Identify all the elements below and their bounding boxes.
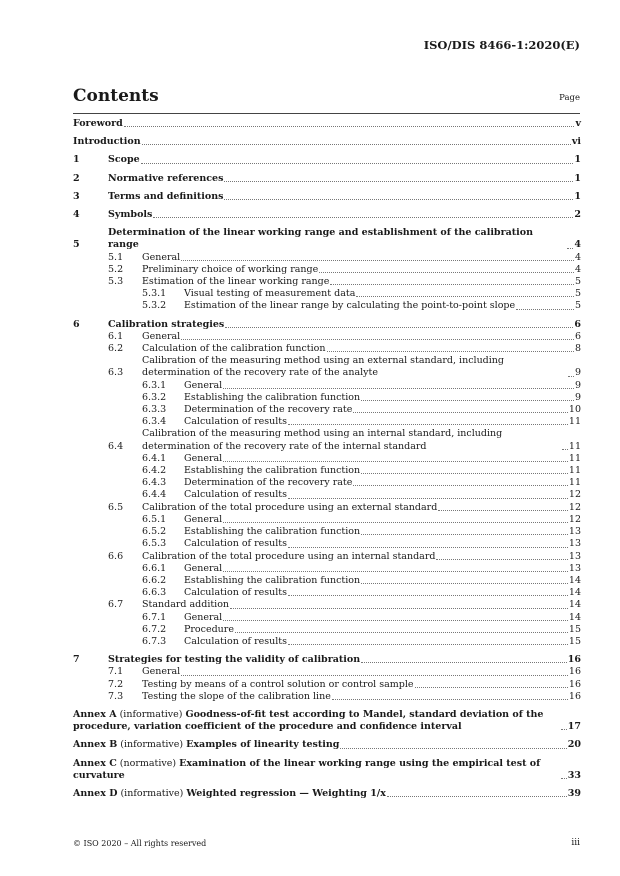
leader-dots	[361, 662, 567, 663]
toc-entry-page: 8	[574, 343, 581, 355]
leader-dots	[142, 144, 571, 145]
toc-entry-title: Terms and definitions	[108, 190, 224, 202]
toc-entry[interactable]	[73, 691, 581, 703]
leader-dots	[568, 376, 574, 377]
toc-entry-title: General	[142, 666, 181, 678]
toc-entry[interactable]	[73, 428, 581, 452]
toc-entry-number: 5.1	[108, 251, 124, 263]
toc-entry-title: Testing the slope of the calibration line	[142, 690, 331, 702]
toc-entry-number: 7.2	[108, 678, 124, 690]
leader-dots	[224, 181, 573, 182]
toc-entry-title: Calibration strategies	[108, 318, 225, 330]
toc-entry-title: Estimation of the linear range by calculating the point-to-point slope	[184, 300, 516, 312]
toc-entry[interactable]	[73, 154, 581, 166]
toc-entry[interactable]	[73, 477, 581, 489]
toc-entry-page: 10	[568, 404, 581, 416]
toc-entry-page: 12	[568, 513, 581, 525]
toc-entry-number: 7	[73, 654, 80, 666]
toc-entry-page: 4	[574, 263, 581, 275]
toc-entry[interactable]	[73, 118, 581, 130]
toc-entry[interactable]	[73, 264, 581, 276]
toc-entry-number: 6.5.1	[142, 513, 167, 525]
toc-entry-title: Calculation of results	[184, 587, 287, 599]
toc-entry[interactable]	[73, 453, 581, 465]
toc-entry-page: 13	[568, 562, 581, 574]
toc-entry-page: 16	[568, 666, 581, 678]
leader-dots	[223, 461, 568, 462]
toc-entry[interactable]	[73, 404, 581, 416]
annex-type: (informative)	[116, 708, 186, 720]
toc-entry-number: 7.3	[108, 690, 124, 702]
toc-entry-title: Calculation of results	[184, 489, 287, 501]
toc-entry-number: 6.4.3	[142, 477, 167, 489]
toc-entry[interactable]	[73, 612, 581, 624]
toc-entry[interactable]	[73, 227, 581, 251]
annex-type: (informative)	[117, 739, 187, 751]
toc-entry-title: Visual testing of measurement data	[184, 288, 356, 300]
toc-entry-title: Standard addition	[142, 599, 230, 611]
leader-dots	[223, 620, 568, 621]
toc-entry-number: 6.6.2	[142, 574, 167, 586]
toc-entry[interactable]	[73, 331, 581, 343]
leader-dots	[153, 217, 573, 218]
annex-title: Examples of linearity testing	[186, 739, 340, 751]
toc-entry-number: 6.7.2	[142, 623, 167, 635]
leader-dots	[288, 424, 568, 425]
toc-entry-title: Calculation of results	[184, 416, 287, 428]
toc-entry-page: 9	[574, 391, 581, 403]
leader-dots	[361, 534, 568, 535]
leader-dots	[330, 284, 574, 285]
toc-entry-title: General	[184, 452, 223, 464]
toc-entry-title: Normative references	[108, 172, 224, 184]
toc-entry-number: 6.3.3	[142, 404, 167, 416]
toc-entry-page: 39	[567, 787, 581, 799]
toc-entry[interactable]	[73, 343, 581, 355]
toc-entry-page: 33	[567, 769, 581, 781]
toc-entry[interactable]	[73, 209, 581, 221]
toc-entry-number: 4	[73, 209, 80, 221]
leader-dots	[353, 412, 568, 413]
toc-entry-page: 6	[574, 330, 581, 342]
toc-entry[interactable]	[73, 575, 581, 587]
toc-entry-title: Establishing the calibration function	[184, 465, 361, 477]
leader-dots	[516, 309, 574, 310]
toc-entry-page: 12	[568, 489, 581, 501]
toc-entry[interactable]	[73, 758, 581, 782]
toc-entry[interactable]	[73, 136, 581, 148]
toc-entry[interactable]	[73, 679, 581, 691]
toc-entry-number: 2	[73, 172, 80, 184]
toc-entry-title: General	[184, 379, 223, 391]
leader-dots	[235, 632, 568, 633]
toc-entry-title: Establishing the calibration function	[184, 391, 361, 403]
annex-title: Examination of the linear working range using the empirical test of curvature	[73, 757, 541, 781]
toc-entry-number: 6.5.3	[142, 538, 167, 550]
toc-entry-title: General	[142, 330, 181, 342]
leader-dots	[332, 699, 568, 700]
toc-entry-number: 6.6	[108, 550, 124, 562]
leader-dots	[181, 675, 568, 676]
toc-entry-title: Procedure	[184, 623, 234, 635]
toc-entry-number: 6.7.3	[142, 635, 167, 647]
annex-label: Annex A	[73, 708, 117, 720]
toc-entry-title: Calibration of the total procedure using an external standard	[142, 501, 438, 513]
toc-entry-number: 6.1	[108, 330, 124, 342]
toc-entry-number: 5.3.1	[142, 288, 167, 300]
toc-entry[interactable]	[73, 191, 581, 203]
toc-entry[interactable]	[73, 288, 581, 300]
toc-entry[interactable]	[73, 300, 581, 312]
annex-title: Goodness-of-fit test according to Mandel, standard deviation of the procedure, variation coefficient of the procedure and confidence interval	[73, 708, 544, 733]
toc-entry-number: 6.3	[108, 367, 124, 379]
annex-label: Annex D	[73, 787, 118, 799]
leader-dots	[361, 583, 568, 584]
toc-entry[interactable]	[73, 551, 581, 563]
annex-label: Annex C	[73, 757, 117, 769]
toc-entry-number: 6.6.3	[142, 587, 167, 599]
toc-entry[interactable]	[73, 563, 581, 575]
toc-entry-page: 16	[568, 678, 581, 690]
copyright-notice: © ISO 2020 – All rights reserved	[73, 839, 207, 848]
toc-entry-page: 16	[568, 690, 581, 702]
toc-entry-page: 13	[568, 526, 581, 538]
leader-dots	[141, 163, 574, 164]
toc-entry-page: 12	[568, 501, 581, 513]
toc-entry-number: 6.4.2	[142, 465, 167, 477]
leader-dots	[181, 339, 574, 340]
toc-entry[interactable]	[73, 416, 581, 428]
toc-entry-number: 3	[73, 190, 80, 202]
leader-dots	[361, 400, 574, 401]
toc-entry-page: 11	[568, 465, 581, 477]
toc-entry-title: Scope	[108, 154, 140, 166]
leader-dots	[361, 473, 568, 474]
leader-dots	[124, 126, 575, 127]
page-column-label: Page	[559, 93, 580, 103]
toc-entry-page: 15	[568, 623, 581, 635]
toc-entry-page: 1	[574, 172, 581, 184]
annex-label: Annex B	[73, 739, 118, 751]
toc-entry-page: 5	[574, 300, 581, 312]
table-of-contents	[73, 118, 581, 800]
toc-entry-page: 14	[568, 599, 581, 611]
toc-entry[interactable]	[73, 599, 581, 611]
leader-dots	[561, 778, 567, 779]
leader-dots	[223, 522, 568, 523]
leader-dots	[562, 449, 568, 450]
leader-dots	[223, 388, 574, 389]
toc-entry[interactable]	[73, 666, 581, 678]
toc-entry[interactable]	[73, 502, 581, 514]
toc-entry-title: Determination of the linear working range and establishment of the calibration range	[108, 227, 533, 251]
toc-entry-page: 11	[568, 477, 581, 489]
toc-entry-page: 17	[567, 721, 581, 733]
toc-entry-page: 5	[574, 288, 581, 300]
toc-entry[interactable]	[73, 465, 581, 477]
toc-entry-title	[73, 709, 560, 733]
annex-title: Weighted regression — Weighting 1/x	[186, 787, 386, 799]
toc-entry[interactable]	[73, 392, 581, 404]
toc-entry-page: 4	[574, 251, 581, 263]
toc-entry-title: Symbols	[108, 209, 153, 221]
leader-dots	[438, 510, 568, 511]
toc-entry[interactable]	[73, 654, 581, 666]
toc-entry[interactable]	[73, 624, 581, 636]
toc-entry[interactable]	[73, 276, 581, 288]
toc-entry-title: Introduction	[73, 136, 141, 148]
toc-entry[interactable]	[73, 319, 581, 331]
page-title: Contents	[73, 86, 159, 106]
toc-entry-page: 20	[567, 739, 581, 751]
toc-entry-title: Strategies for testing the validity of calibration	[108, 654, 361, 666]
toc-entry-number: 6.4.4	[142, 489, 167, 501]
toc-entry-title	[73, 739, 339, 751]
toc-entry-title: Establishing the calibration function	[184, 574, 361, 586]
toc-entry-number: 6.5	[108, 501, 124, 513]
toc-entry-page: 14	[568, 574, 581, 586]
toc-entry-title: Calibration of the measuring method using an internal standard, including determination of the recovery rate of the internal standard	[142, 428, 503, 452]
toc-entry-title: Estimation of the linear working range	[142, 276, 330, 288]
leader-dots	[223, 571, 568, 572]
toc-entry-page: v	[575, 118, 581, 129]
toc-entry-page: 6	[574, 318, 581, 330]
toc-entry[interactable]	[73, 636, 581, 648]
toc-entry-number: 6.4.1	[142, 452, 167, 464]
toc-entry-title	[73, 758, 560, 782]
toc-entry-title: General	[184, 513, 223, 525]
toc-entry[interactable]	[73, 709, 581, 733]
toc-entry-page: 2	[574, 209, 581, 221]
toc-entry-page: 11	[568, 452, 581, 464]
leader-dots	[288, 498, 568, 499]
document-id: ISO/DIS 8466-1:2020(E)	[423, 38, 580, 52]
leader-dots	[436, 559, 567, 560]
leader-dots	[387, 796, 567, 797]
annex-type: (normative)	[116, 757, 180, 769]
toc-entry-page: 13	[568, 550, 581, 562]
leader-dots	[181, 260, 574, 261]
title-divider	[73, 113, 580, 114]
toc-entry-number: 1	[73, 154, 80, 166]
toc-entry-number: 5.2	[108, 263, 124, 275]
leader-dots	[230, 608, 568, 609]
toc-entry-number: 7.1	[108, 666, 124, 678]
toc-entry-page: 15	[568, 635, 581, 647]
toc-entry-title: Calculation of results	[184, 538, 287, 550]
toc-entry-title: Calibration of the measuring method using an external standard, including determination of the recovery rate of the analyte	[142, 355, 505, 379]
toc-entry-number: 5.3	[108, 276, 124, 288]
page-number: iii	[571, 838, 580, 848]
leader-dots	[327, 351, 574, 352]
leader-dots	[353, 485, 568, 486]
toc-entry-page: 5	[574, 276, 581, 288]
toc-entry-number: 6.3.2	[142, 391, 167, 403]
toc-entry-title: General	[142, 251, 181, 263]
toc-entry[interactable]	[73, 739, 581, 751]
toc-entry-title: Determination of the recovery rate	[184, 477, 353, 489]
toc-entry-number: 6.7	[108, 599, 124, 611]
toc-entry-number: 6.7.1	[142, 611, 167, 623]
toc-entry-title: General	[184, 562, 223, 574]
leader-dots	[415, 687, 568, 688]
toc-entry[interactable]	[73, 514, 581, 526]
toc-entry-number: 6.3.1	[142, 379, 167, 391]
toc-entry-title: Calibration of the total procedure using an internal standard	[142, 550, 436, 562]
toc-entry-title: Calculation of the calibration function	[142, 343, 326, 355]
leader-dots	[224, 199, 573, 200]
toc-entry-page: 9	[574, 367, 581, 379]
leader-dots	[288, 547, 568, 548]
toc-entry-title: Preliminary choice of working range	[142, 263, 319, 275]
toc-entry[interactable]	[73, 489, 581, 501]
toc-entry-title: Foreword	[73, 118, 123, 129]
leader-dots	[288, 644, 568, 645]
toc-entry-title: Determination of the recovery rate	[184, 404, 353, 416]
toc-entry-number: 6.3.4	[142, 416, 167, 428]
toc-entry-number: 6.2	[108, 343, 124, 355]
toc-entry-title	[73, 788, 386, 800]
toc-entry-page: 13	[568, 538, 581, 550]
toc-entry[interactable]	[73, 355, 581, 379]
toc-entry-number: 5	[73, 239, 80, 251]
toc-entry-number: 6.6.1	[142, 562, 167, 574]
toc-entry-page: 1	[574, 154, 581, 166]
leader-dots	[319, 272, 574, 273]
toc-entry[interactable]	[73, 538, 581, 550]
toc-entry[interactable]	[73, 252, 581, 264]
toc-entry-page: 9	[574, 379, 581, 391]
toc-entry-number: 6	[73, 318, 80, 330]
leader-dots	[340, 748, 566, 749]
toc-entry-page: vi	[571, 136, 581, 148]
toc-entry-title: Calculation of results	[184, 635, 287, 647]
leader-dots	[225, 327, 573, 328]
leader-dots	[567, 248, 573, 249]
toc-entry[interactable]	[73, 587, 581, 599]
toc-entry[interactable]	[73, 526, 581, 538]
toc-entry-title: Establishing the calibration function	[184, 526, 361, 538]
annex-type: (informative)	[117, 787, 187, 799]
toc-entry-page: 16	[567, 654, 581, 666]
toc-entry-title: Testing by means of a control solution or control sample	[142, 678, 414, 690]
toc-entry[interactable]	[73, 788, 581, 800]
toc-entry-page: 14	[568, 611, 581, 623]
toc-entry-number: 6.5.2	[142, 526, 167, 538]
toc-entry-page: 4	[574, 239, 581, 251]
toc-entry-page: 11	[568, 440, 581, 452]
toc-entry[interactable]	[73, 173, 581, 185]
toc-entry-page: 1	[574, 190, 581, 202]
toc-entry-title: General	[184, 611, 223, 623]
leader-dots	[561, 729, 567, 730]
toc-entry-number: 5.3.2	[142, 300, 167, 312]
leader-dots	[288, 595, 568, 596]
toc-entry-number: 6.4	[108, 440, 124, 452]
toc-entry-page: 14	[568, 587, 581, 599]
toc-entry-page: 11	[568, 416, 581, 428]
toc-entry[interactable]	[73, 380, 581, 392]
leader-dots	[356, 296, 574, 297]
